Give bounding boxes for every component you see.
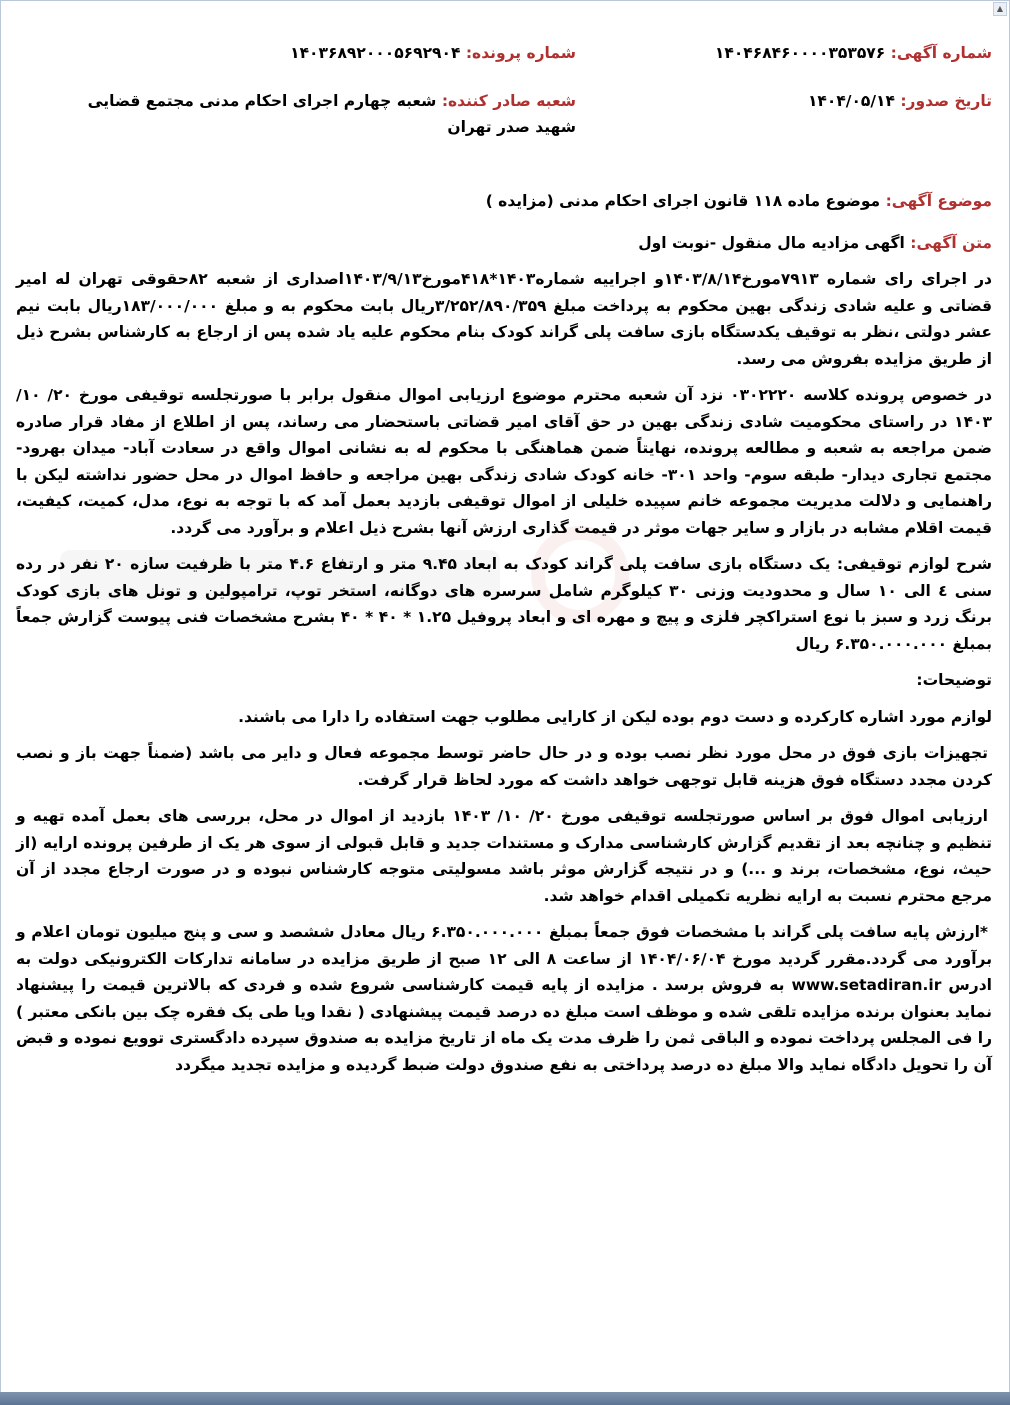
paragraph-condition: لوازم مورد اشاره کارکرده و دست دوم بوده لیکن از کارایی مطلوب جهت استفاده را دارا می باشند. xyxy=(238,707,992,726)
issuer-label: شعبه صادر کننده: xyxy=(441,92,576,110)
scroll-up-button[interactable]: ▲ xyxy=(993,2,1007,16)
notice-text-line xyxy=(16,230,992,256)
issue-date-block xyxy=(652,88,992,114)
paragraph-notes-heading: توضیحات: xyxy=(916,671,992,689)
notice-number-label: شماره آگهی: xyxy=(890,44,992,62)
paragraph-installation: تجهیزات بازی فوق در محل مورد نظر نصب بوده و در حال حاضر توسط مجموعه فعال و دایر می باشد (ضمناً جهت باز و نصب کردن مجدد دستگاه فوق هزینه قابل توجهی خواهد داشت که مورد لحاظ قرار گرفت. xyxy=(16,744,992,789)
case-number-label: شماره پرونده: xyxy=(465,44,576,62)
header-row-1 xyxy=(16,40,992,66)
header-row-2 xyxy=(16,88,992,140)
subject-line xyxy=(16,188,992,214)
paragraph-ruling: در اجرای رای شماره ۷۹۱۳مورخ۱۴۰۳/۸/۱۴و اجراییه شماره۱۴۰۳*۴۱۸مورخ۱۴۰۳/۹/۱۳اصداری از شعبه ۸۲حقوقی تهران له امیر قضاتی و علیه شادی زندگی بهین محکوم به پرداخت مبلغ ۳/۲۵۲/۸۹۰/۳۵۹ریال بابت محکوم به و مبلغ ۱۸۳/۰۰۰/۰۰۰ریال بابت نیم عشر دولتی ،نظر به توقیف یکدستگاه بازی سافت پلی گراند کودک بنام محکوم علیه یاد شده پس از ارجاع به کارشناس بشرح ذیل از طریق مزایده بفروش می رسد. xyxy=(16,270,992,368)
notice-number: ۱۴۰۴۶۸۴۶۰۰۰۰۳۵۳۵۷۶ xyxy=(714,44,886,62)
bottom-bar xyxy=(0,1392,1010,1405)
notice-body xyxy=(16,266,992,1078)
paragraph-valuation: ارزیابی اموال فوق بر اساس صورتجلسه توقیفی مورخ ۲۰/ ۱۰/ ۱۴۰۳ بازدید از اموال در محل، بررسی های بعمل آمده تهیه و تنظیم و چنانچه بعد از تقدیم گزارش کارشناسی مدارک و مستندات جدید و قابل قبولی از سوی هر یک از طرفین پرونده ارایه (از حیث، نوع، مشخصات، برند و ...) و در نتیجه گزارش موثر باشد مسولیتی متوجه کارشناس نبوده و در صورت ارجاع مجدد از آن مرجع محترم نسبت به ارایه نظریه تکمیلی اقدام خواهد شد. xyxy=(16,807,992,905)
paragraph-auction-terms: *ارزش پایه سافت پلی گراند با مشخصات فوق جمعاً بمبلغ ۶.۳۵۰.۰۰۰.۰۰۰ ریال معادل ششصد و سی و پنج میلیون تومان اعلام و برآورد می گردد.مقرر گردید مورخ ۱۴۰۴/۰۶/۰۴ از ساعت ۸ الی ۱۲ صبح از طریق مزایده در سامانه تدارکات الکترونیکی دولت به ادرس www.setadiran.ir به فروش برسد . مزایده از پایه قیمت کارشناسی شروع شده و فردی که بالاترین قیمت را پیشنهاد نماید بعنوان برنده مزایده تلقی شده و موظف است مبلغ ده درصد قیمت پیشنهادی ( نقدا ویا طی یک فقره چک بین بانکی معتبر ) را فی المجلس پرداخت نموده و الباقی ثمن را ظرف مدت یک ماه از تاریخ مزایده به صندوق سپرده دادگستری توویع نموده و قبض آن را تحویل دادگاه نماید والا مبلغ ده درصد پرداختی به نفع صندوق دولت ضبط گردیده و مزایده تجدید میگردد xyxy=(16,923,993,1074)
paragraph-case-details: در خصوص پرونده کلاسه ۰۳۰۲۲۲۰ نزد آن شعبه محترم موضوع ارزیابی اموال منقول برابر با صورتجلسه توقیفی مورخ ۲۰/ ۱۰/ ۱۴۰۳ در راستای محکومیت شادی زندگی بهین در حق آقای امیر قضاتی باستحضار می رساند، پس از اطلاع از مفاد قرار صادره ضمن مراجعه به شعبه و مطالعه پرونده، نهایتاً ضمن هماهنگی با محکوم له به نشانی اموال واقع در سعادت آباد- میدان بهرود- مجتمع تجاری دیدار- طبقه سوم- واحد ۳۰۱- خانه کودک شادی زندگی بهین مراجعه و حافظ اموال در محل حضور نداشته لیکن با راهنمایی و دلالت مدیریت مجموعه خانم سپیده خلیلی از اموال توقیفی بازدید بعمل آمد که با توجه به نوع، مدل، کمیت، کیفیت، قیمت اقلام مشابه در بازار و سایر جهات موثر در قیمت گذاری ارزش آنها بشرح ذیل اعلام و برآورد می گردد. xyxy=(16,386,993,537)
notice-text-value: اگهی مزادیه مال منقول -نوبت اول xyxy=(638,234,905,252)
issuer-block xyxy=(16,88,576,140)
subject-value: موضوع ماده ۱۱۸ قانون اجرای احکام مدنی (مزایده ) xyxy=(485,192,881,210)
notice-number-block xyxy=(652,40,992,66)
subject-label: موضوع آگهی: xyxy=(885,192,992,210)
case-number: ۱۴۰۳۶۸۹۲۰۰۰۵۶۹۲۹۰۴ xyxy=(290,44,461,62)
case-number-block xyxy=(16,40,576,66)
paragraph-items-description: شرح لوازم توقیفی: یک دستگاه بازی سافت پلی گراند کودک به ابعاد ۹.۴۵ متر و ارتفاع ۴.۶ متر با ظرفیت سازه ۲۰ نفر در رده سنی ٤ الی ۱۰ سال و محدودیت وزنی ۳۰ کیلوگرم شامل سرسره های دوگانه، استخر توپ، ترامپولین و تونل های بازی کودک برنگ زرد و سبز با نوع استراکچر فلزی و پیچ و مهره ای و ابعاد پروفیل ۱.۲۵ * ۴۰ * ۴۰ بشرح مشخصات فنی پیوست گزارش جمعاً بمبلغ ۶.۳۵۰.۰۰۰.۰۰۰ ریال xyxy=(16,555,993,653)
notice-text-label: متن آگهی: xyxy=(910,234,992,252)
issuer: شعبه چهارم اجرای احکام مدنی مجتمع قضایی شهید صدر تهران xyxy=(87,92,576,136)
notice-content xyxy=(16,40,992,1088)
issue-date: ۱۴۰۴/۰۵/۱۴ xyxy=(807,92,895,110)
issue-date-label: تاریخ صدور: xyxy=(900,92,992,110)
